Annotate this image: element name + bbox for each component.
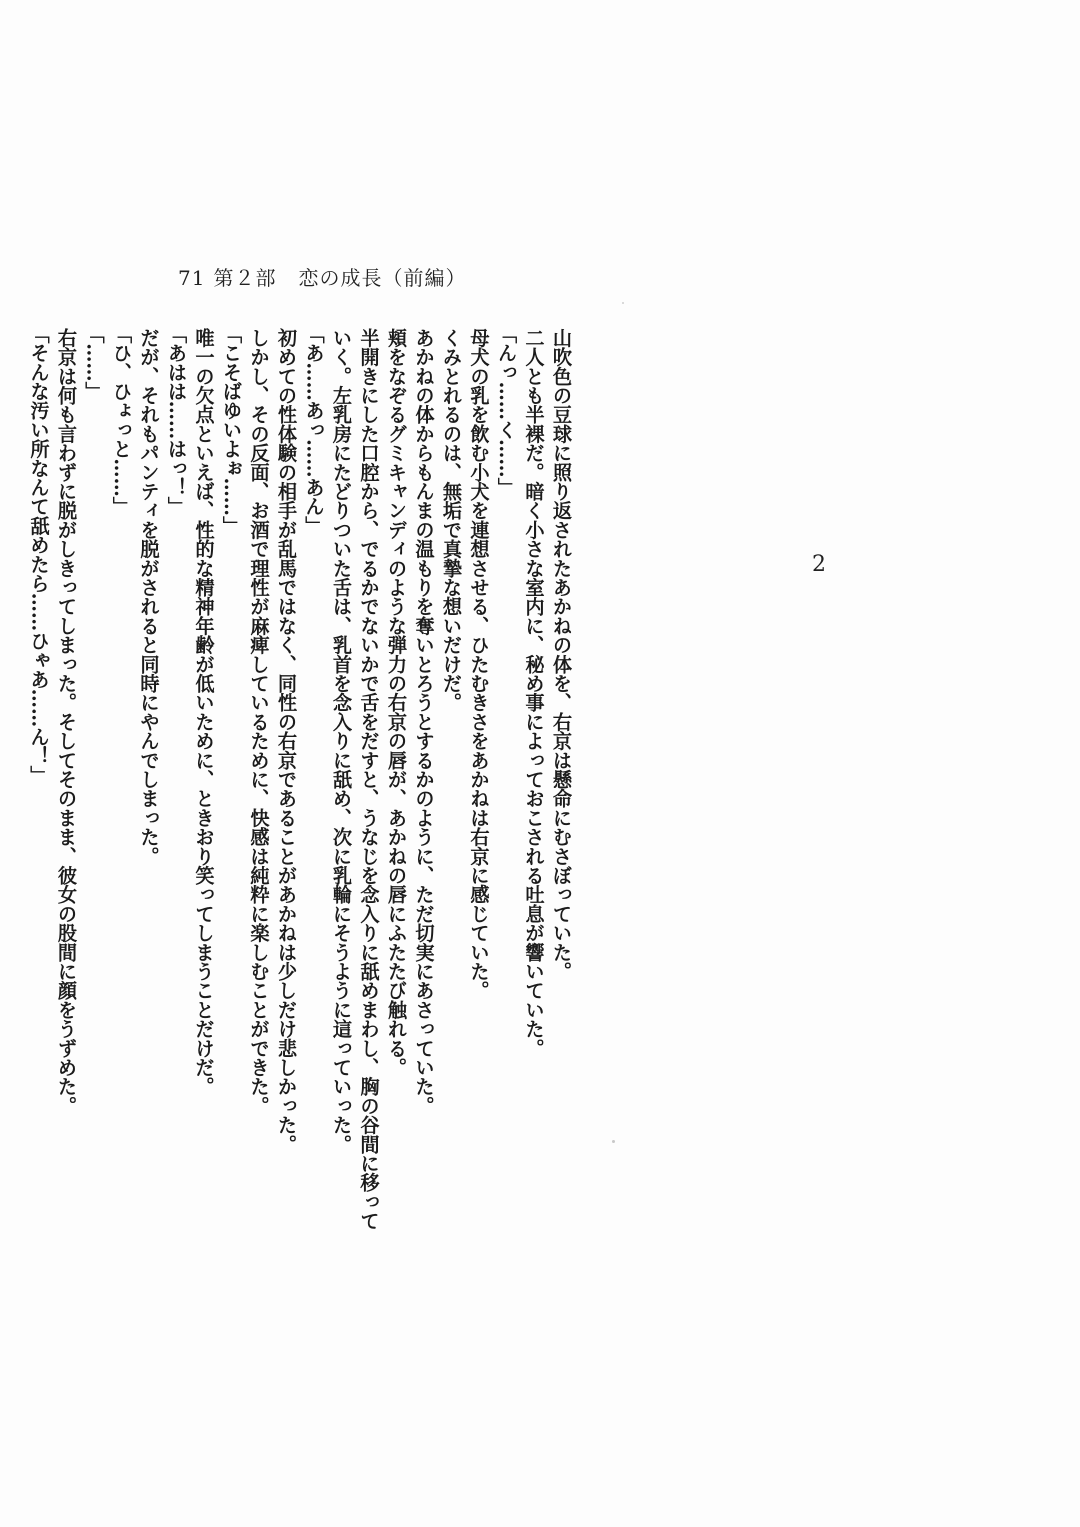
dialogue-line: 「んっ……く……」: [495, 324, 518, 497]
text-line: 二人とも半裸だ。暗く小さな室内に、秘め事によっておこされる吐息が響いていた。: [522, 328, 546, 1058]
text-line: 山吹色の豆球に照り返されたあかねの体を、右京は懸命にむさぼっていた。: [550, 328, 573, 981]
chapter-number: 71: [178, 266, 206, 290]
text-line: 唯一の欠点といえば、性的な精神年齢が低いために、ときおり笑ってしまうことだけだ。: [192, 328, 216, 1096]
dialogue-line: 「ひ、ひょっと……」: [110, 324, 133, 516]
scan-speck: [612, 1140, 615, 1143]
scan-speck: [622, 302, 624, 304]
part-label: 第２部: [213, 266, 277, 290]
running-header: [178, 262, 466, 291]
text-line: 半開きにした口腔から、でるかでないかで舌をだすと、うなじを念入りに舐めまわし、胸の谷間に移って: [357, 328, 381, 1231]
text-line: 頬をなぞるグミキャンディのような弾力の右京の唇が、あかねの唇にふたたび触れる。: [385, 328, 408, 1077]
text-line: あかねの体からもんまの温もりを奪いとろうとするかのように、ただ切実にあさっていた。: [412, 328, 436, 1116]
dialogue-line: 「あ……あっ……あん」: [302, 324, 326, 536]
page-number: 2: [812, 552, 826, 577]
vertical-body-text: [25, 324, 575, 1328]
text-line: だが、それもパンティを脱がされると同時にやんでしまった。: [137, 328, 161, 866]
dialogue-line: 「そんな汚い所なんて舐めたら……ひゃあ……ん！」: [27, 324, 51, 785]
text-line: 初めての性体験の相手が乱馬ではなく、同性の右京であることがあかねは少しだけ悲しかった。: [275, 328, 298, 1154]
text-line: 右京は何も言わずに脱がしきってしまった。そしてそのまま、彼女の股間に顔をうずめた。: [55, 328, 78, 1116]
chapter-title: 恋の成長（前編）: [298, 266, 467, 290]
dialogue-line: 「あはは……はっ！」: [165, 324, 188, 516]
dialogue-line: 「こそばゆいよぉ……」: [220, 324, 243, 536]
dialogue-line: 「……」: [82, 324, 106, 401]
text-line: くみとれるのは、無垢で真摯な想いだけだ。: [440, 328, 463, 712]
text-line: しかし、その反面、お酒で理性が麻痺しているために、快感は純粋に楽しむことができた。: [247, 328, 271, 1116]
text-line: いく。左乳房にたどりついた舌は、乳首を念入りに舐め、次に乳輪にそうように這っていった。: [330, 328, 353, 1154]
text-line: 母犬の乳を飲む小犬を連想させる、ひたむきさをあかねは右京に感じていた。: [467, 328, 491, 1000]
